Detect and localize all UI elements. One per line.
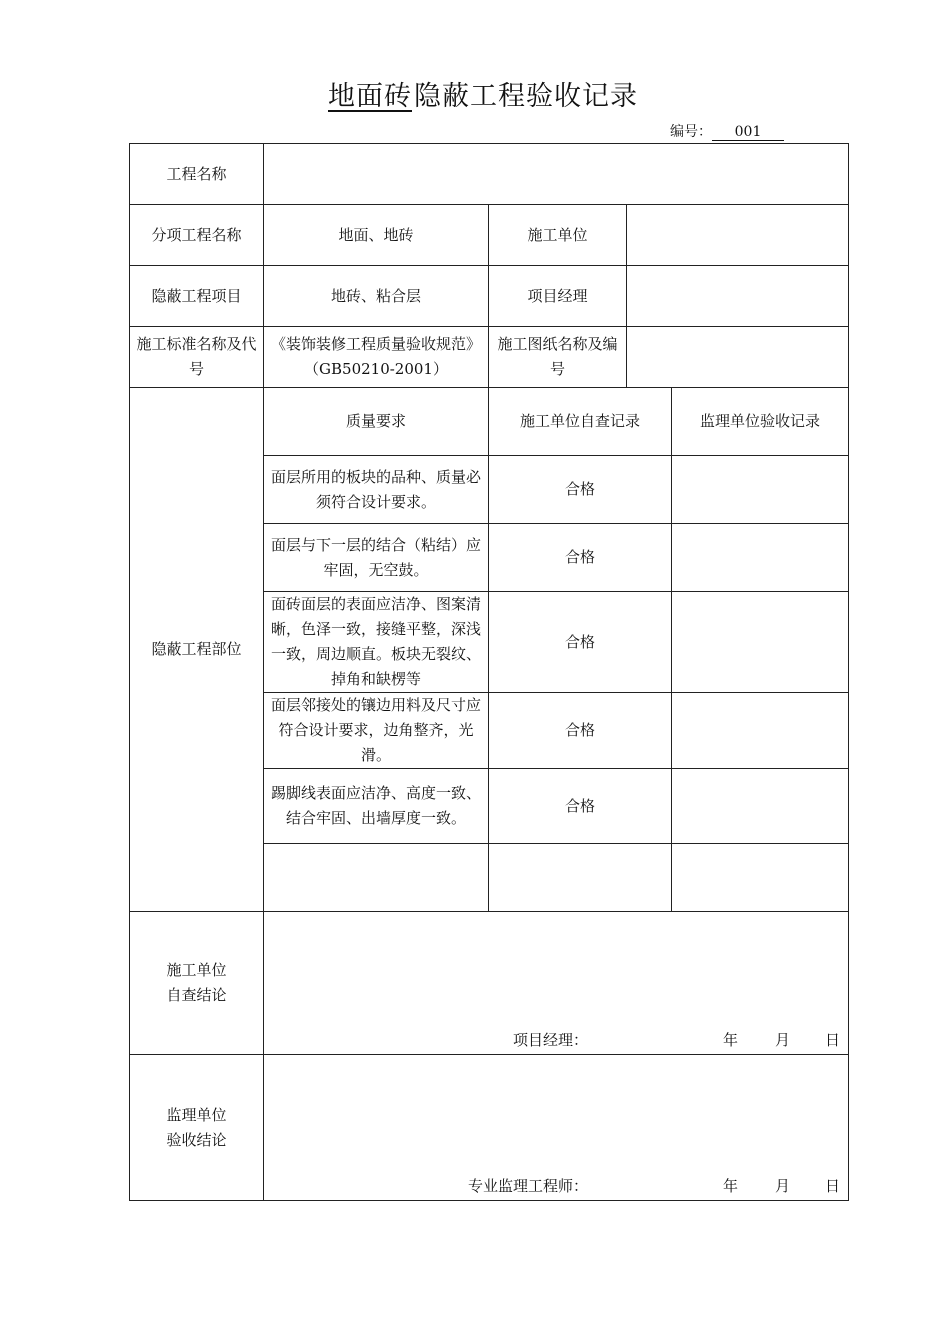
project-name-label: 工程名称 xyxy=(130,144,264,205)
self-conclusion-signature-line xyxy=(264,1028,848,1052)
hidden-item-value: 地砖、粘合层 xyxy=(264,266,489,327)
supervision-result[interactable] xyxy=(672,456,849,524)
quality-requirement: 面层与下一层的结合（粘结）应牢固，无空鼓。 xyxy=(264,524,489,592)
self-check-result: 合格 xyxy=(489,592,672,693)
hidden-item-row xyxy=(130,266,849,327)
supervision-conclusion-label-line2: 验收结论 xyxy=(166,1130,227,1149)
supervision-engineer-signature-label: 专业监理工程师： xyxy=(467,1177,588,1195)
day-label: 日 xyxy=(824,1177,840,1195)
sub-project-label: 分项工程名称 xyxy=(130,205,264,266)
inspection-header-row xyxy=(130,388,849,456)
project-manager-field[interactable] xyxy=(627,266,849,327)
supervision-result[interactable] xyxy=(672,592,849,693)
header-self-check: 施工单位自查记录 xyxy=(489,388,672,456)
hidden-location-label: 隐蔽工程部位 xyxy=(130,388,264,912)
title-rest: 隐蔽工程验收记录 xyxy=(414,81,638,112)
supervision-conclusion-label xyxy=(130,1055,264,1201)
quality-requirement[interactable] xyxy=(264,844,489,912)
document-number xyxy=(670,121,784,141)
sub-project-value: 地面、地砖 xyxy=(264,205,489,266)
supervision-result[interactable] xyxy=(672,524,849,592)
self-conclusion-label-line1: 施工单位 xyxy=(166,961,227,979)
year-label: 年 xyxy=(722,1031,738,1049)
year-label: 年 xyxy=(722,1177,738,1195)
sub-project-row xyxy=(130,205,849,266)
document-number-value: 001 xyxy=(712,124,784,141)
project-manager-signature-label: 项目经理： xyxy=(512,1031,588,1049)
quality-requirement: 面层邻接处的镶边用料及尺寸应符合设计要求，边角整齐，光滑。 xyxy=(264,693,489,769)
contractor-label: 施工单位 xyxy=(489,205,627,266)
standard-label: 施工标准名称及代号 xyxy=(130,327,264,388)
month-label: 月 xyxy=(774,1177,790,1195)
self-check-result: 合格 xyxy=(489,769,672,844)
self-conclusion-label-line2: 自查结论 xyxy=(166,986,227,1004)
supervision-result[interactable] xyxy=(672,693,849,769)
supervision-result[interactable] xyxy=(672,844,849,912)
standard-value: 《装饰装修工程质量验收规范》（GB50210-2001） xyxy=(264,327,489,388)
self-check-result[interactable] xyxy=(489,844,672,912)
project-manager-label: 项目经理 xyxy=(489,266,627,327)
document-title xyxy=(0,74,950,113)
self-check-result: 合格 xyxy=(489,456,672,524)
quality-requirement: 面层所用的板块的品种、质量必须符合设计要求。 xyxy=(264,456,489,524)
project-name-row xyxy=(130,144,849,205)
hidden-item-label: 隐蔽工程项目 xyxy=(130,266,264,327)
drawing-label: 施工图纸名称及编号 xyxy=(489,327,627,388)
supervision-conclusion-field[interactable] xyxy=(264,1055,849,1201)
drawing-field[interactable] xyxy=(627,327,849,388)
supervision-result[interactable] xyxy=(672,769,849,844)
supervision-conclusion-label-line1: 监理单位 xyxy=(166,1105,227,1124)
quality-requirement: 面砖面层的表面应洁净、图案清晰，色泽一致，接缝平整，深浅一致，周边顺直。板块无裂纹、掉角和缺楞等 xyxy=(264,592,489,693)
contractor-field[interactable] xyxy=(627,205,849,266)
quality-requirement: 踢脚线表面应洁净、高度一致、结合牢固、出墙厚度一致。 xyxy=(264,769,489,844)
self-check-result: 合格 xyxy=(489,524,672,592)
self-conclusion-field[interactable] xyxy=(264,912,849,1055)
header-supervision: 监理单位验收记录 xyxy=(672,388,849,456)
inspection-form-table xyxy=(129,143,849,1201)
document-number-label: 编号： xyxy=(670,124,712,140)
supervision-conclusion-signature-line xyxy=(264,1174,848,1198)
self-conclusion-row xyxy=(130,912,849,1055)
header-quality-requirement: 质量要求 xyxy=(264,388,489,456)
title-underlined-part: 地面砖 xyxy=(328,81,412,112)
day-label: 日 xyxy=(824,1031,840,1049)
self-conclusion-label xyxy=(130,912,264,1055)
supervision-conclusion-row xyxy=(130,1055,849,1201)
standard-row xyxy=(130,327,849,388)
self-check-result: 合格 xyxy=(489,693,672,769)
project-name-field[interactable] xyxy=(264,144,849,205)
month-label: 月 xyxy=(774,1031,790,1049)
